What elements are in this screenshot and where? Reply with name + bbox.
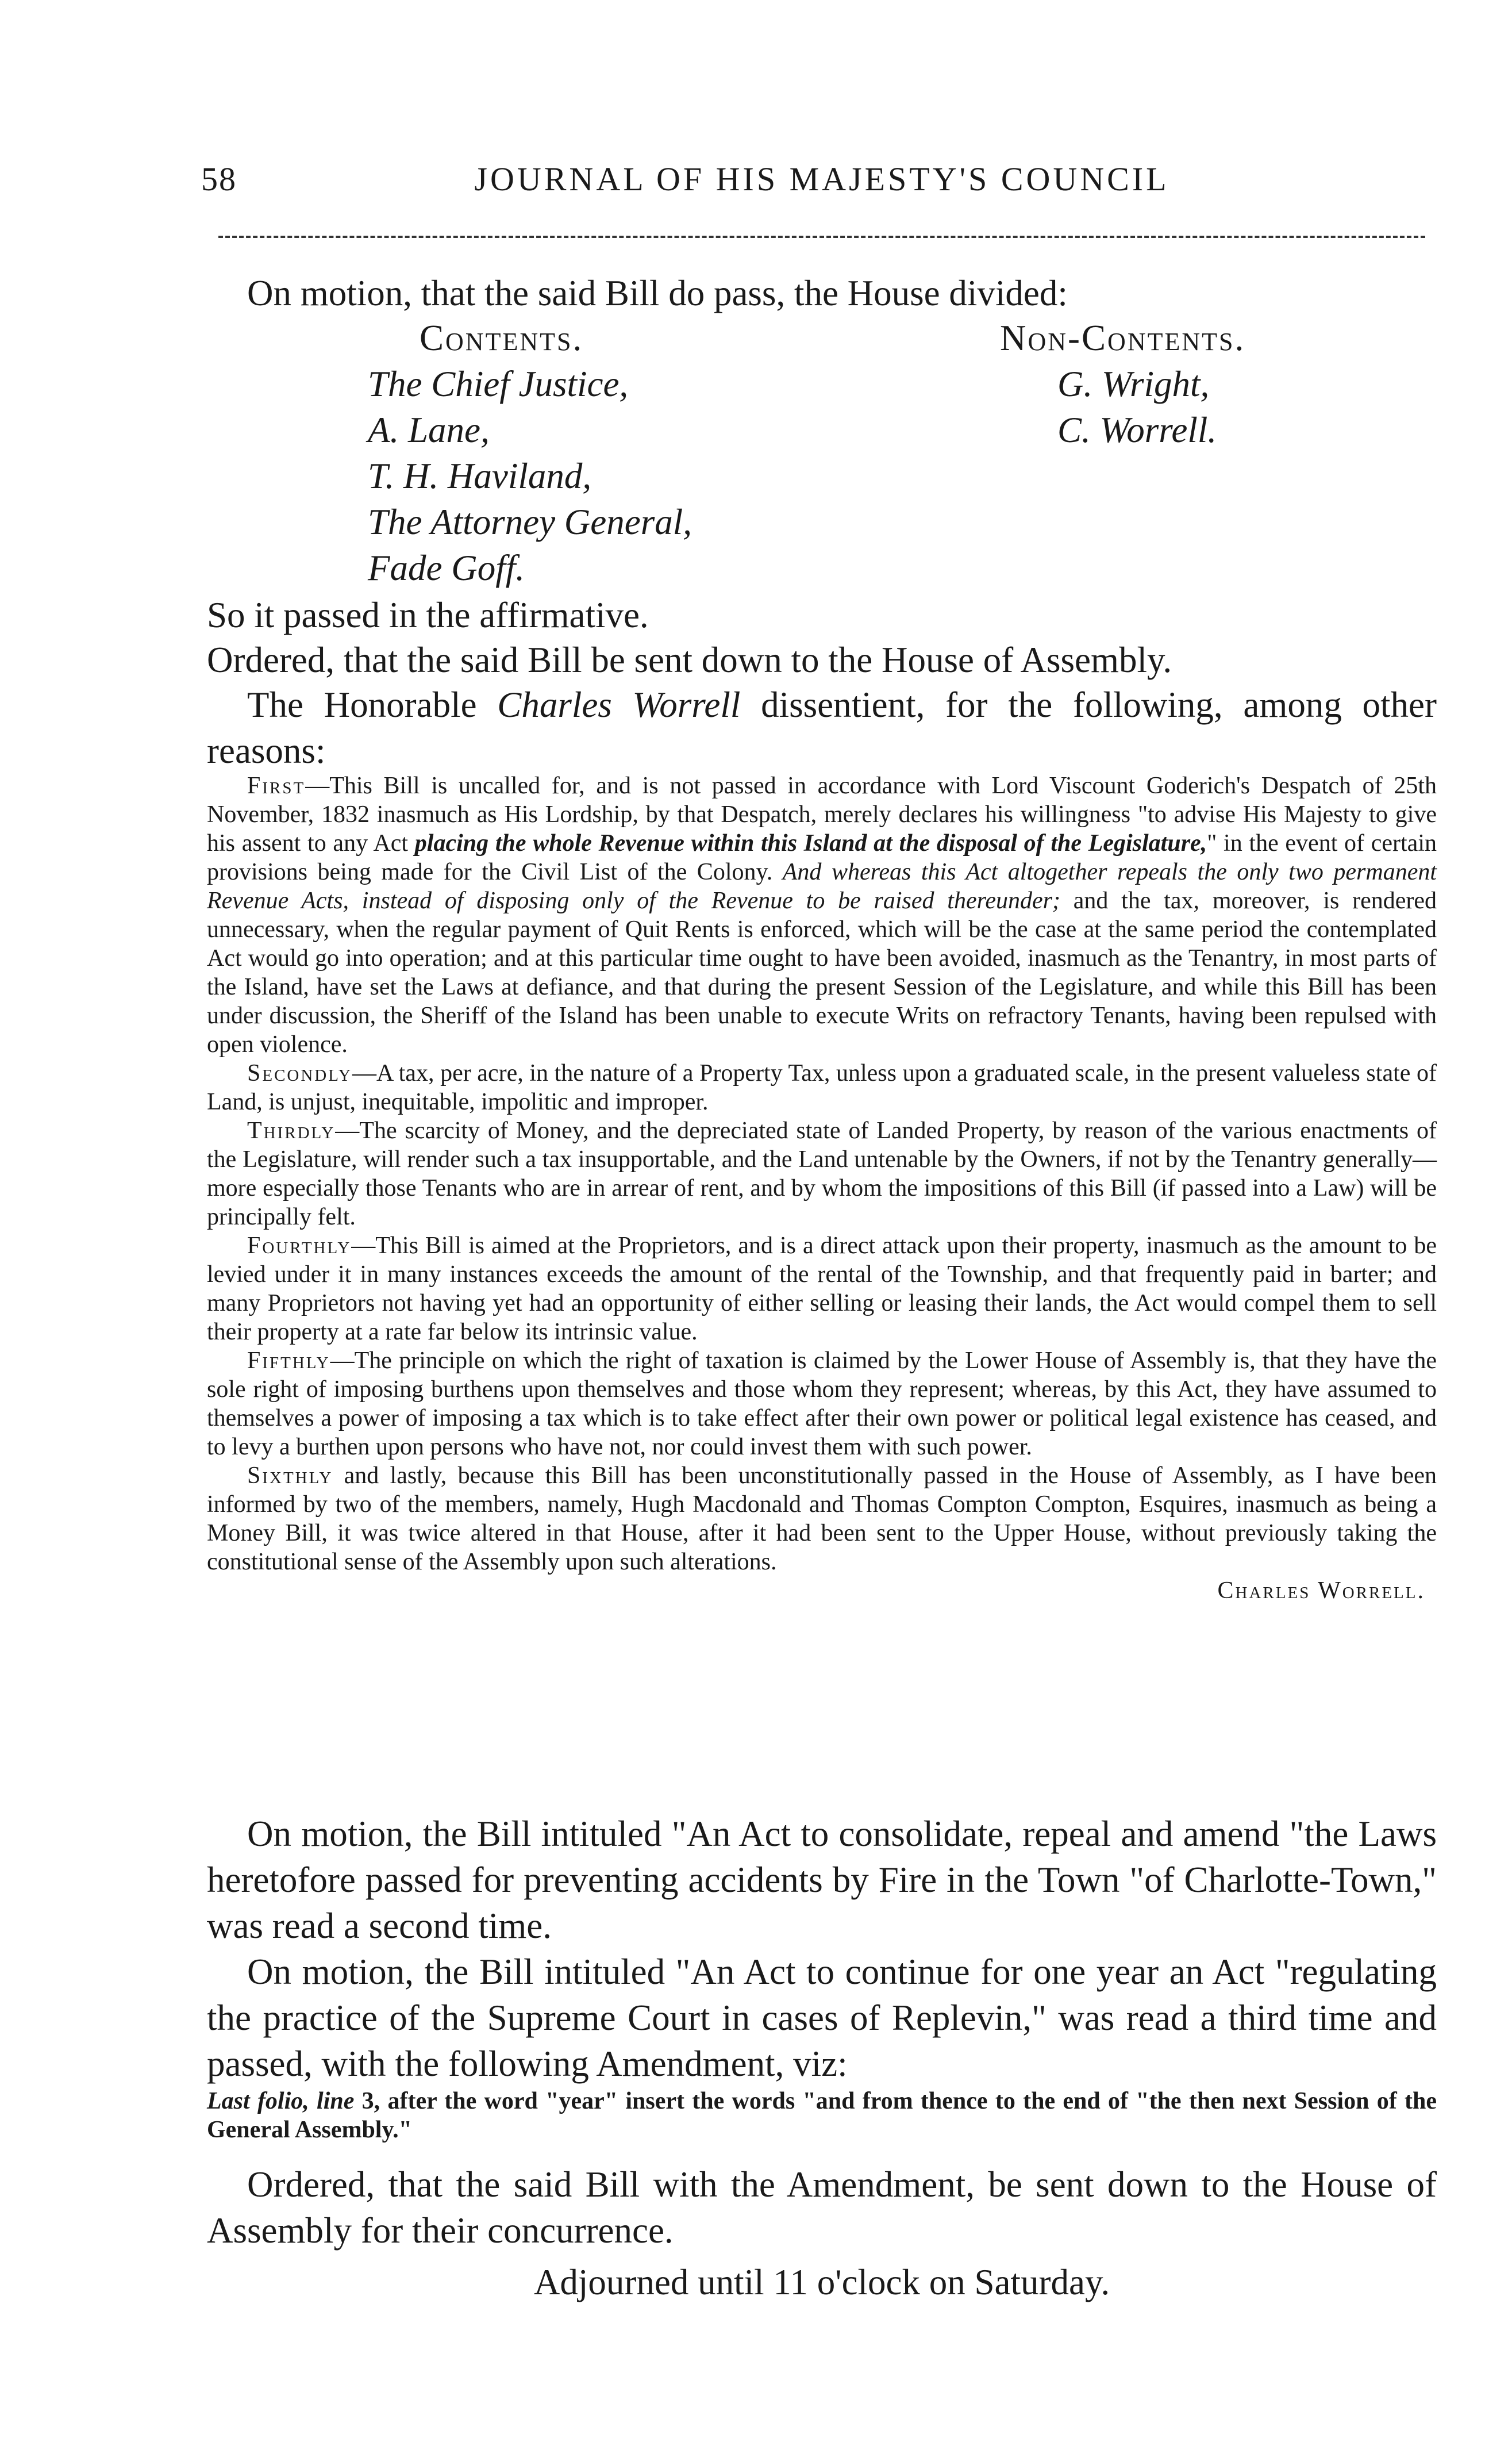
contents-heading: Contents. [420,318,584,358]
motion-paragraph: On motion, the Bill intituled "An Act to continue for one year an Act "regulating the practice of the Supreme Court in cases of Replevin," was read a third time and passed, with the following Amendment, viz: [207,1952,1437,2084]
page-header [201,160,1437,206]
non-contents-member: C. Worrell. [1057,410,1217,450]
contents-member: The Attorney General, [368,502,692,542]
motion-paragraph: On motion, the Bill intituled "An Act to consolidate, repeal and amend "the Laws heretofore passed for preventing accidents by Fire in the Town "of Charlotte-Town," was read a second time. [207,1814,1437,1946]
non-contents-member: G. Wright, [1057,364,1210,404]
ordered-paragraph: Ordered, that the said Bill with the Amendment, be sent down to the House of Assembly for their concurrence. [207,2164,1437,2251]
contents-list [368,361,885,591]
reason-paragraph: Secondly—A tax, per acre, in the nature of a Property Tax, unless upon a graduated scale, in the present valueless state of Land, is unjust, inequitable, impolitic and improper. [207,1060,1437,1115]
division-motion: On motion, that the said Bill do pass, the House divided: [247,273,1068,313]
reason-label: Sixthly [247,1462,333,1489]
adjourned-line: Adjourned until 11 o'clock on Saturday. [533,2262,1110,2302]
reason-label: Secondly [247,1060,352,1086]
contents-member: Fade Goff. [368,548,525,588]
non-contents-list [1057,361,1402,453]
reason-paragraph: First—This Bill is uncalled for, and is not passed in accordance with Lord Viscount Goderich's Despatch of 25th November, 1832 inasmuch as His Lordship, by that Despatch, merely declares his willingness "to advise His Majesty to give his assent to any Act placing the whole Revenue within this Island at the disposal of the Legislature," in the event of certain provisions being made for the Civil List of the Colony. And whereas this Act altogether repeals the only two permanent Revenue Acts, instead of disposing only of the Revenue to be raised thereunder; and the tax, moreover, is rendered unnecessary, when the regular payment of Quit Rents is enforced, which will be the case at the same period the contemplated Act would go into operation; and at this particular time ought to have been avoided, inasmuch as the Tenantry, in most parts of the Island, have set the Laws at defiance, and that during the present Session of the Legislature, and while this Bill has been under discussion, the Sheriff of the Island has been unable to execute Writs on refractory Tenants, having been repulsed with open violence. [207,773,1437,1058]
reason-label: Fifthly [247,1347,330,1374]
contents-member: The Chief Justice, [368,364,629,404]
dissent-name: Charles Worrell [497,685,741,725]
non-contents-heading: Non-Contents. [1000,318,1246,358]
dissent-signature: Charles Worrell. [1217,1577,1425,1604]
header-rule [218,236,1425,238]
page-number: 58 [201,160,237,198]
reason-paragraph: Sixthly and lastly, because this Bill has been unconstitutionally passed in the House of Assembly, as I have been informed by two of the members, namely, Hugh Macdonald and Thomas Compton Compton, Esquires, inasmuch as being a Money Bill, it was twice altered in that House, after it had been sent to the Upper House, without previously taking the constitutional sense of the Assembly upon such alterations. [207,1462,1437,1575]
dissent-reasons [207,771,1437,1605]
dissent-intro: The Honorable Charles Worrell dissentient, for the following, among other reasons: [207,685,1437,771]
division-ordered: Ordered, that the said Bill be sent down to the House of Assembly. [207,640,1172,680]
division-result: So it passed in the affirmative. [207,595,649,635]
contents-member: T. H. Haviland, [368,456,592,496]
amendment: Last folio, line 3, after the word "year" insert the words "and from thence to the end of "the then next Session of the General Assembly." [207,2088,1437,2143]
reason-paragraph: Fourthly—This Bill is aimed at the Proprietors, and is a direct attack upon their property, inasmuch as the amount to be levied under it in many instances exceeds the amount of the rental of the Township, and that frequently paid in barter; and many Proprietors not having yet had an opportunity of either selling or leasing their lands, the Act would compel them to sell their property at a rate far below its intrinsic value. [207,1233,1437,1345]
reason-paragraph: Thirdly—The scarcity of Money, and the depreciated state of Landed Property, by reason of the various enactments of the Legislature, will render such a tax insupportable, and the Land untenable by the Owners, if not by the Tenantry generally—more especially those Tenants who are in arrear of rent, and by whom the impositions of this Bill (if passed into a Law) will be principally felt. [207,1118,1437,1230]
amendment-ref: Last folio, line [207,2088,355,2114]
reason-label: Fourthly [247,1233,352,1259]
running-head: JOURNAL OF HIS MAJESTY'S COUNCIL [474,160,1169,198]
contents-member: A. Lane, [368,410,490,450]
reason-label: Thirdly [247,1118,336,1144]
reason-label: First [247,773,306,799]
reason-paragraph: Fifthly—The principle on which the right of taxation is claimed by the Lower House of Assembly is, that they have the sole right of imposing burthens upon themselves and those whom they represent; whereas, by this Act, they have assumed to themselves a power of imposing a tax which is to take effect after their own power or political legal existence has ceased, and to levy a burthen upon persons who have not, nor could invest them with such power. [207,1347,1437,1460]
